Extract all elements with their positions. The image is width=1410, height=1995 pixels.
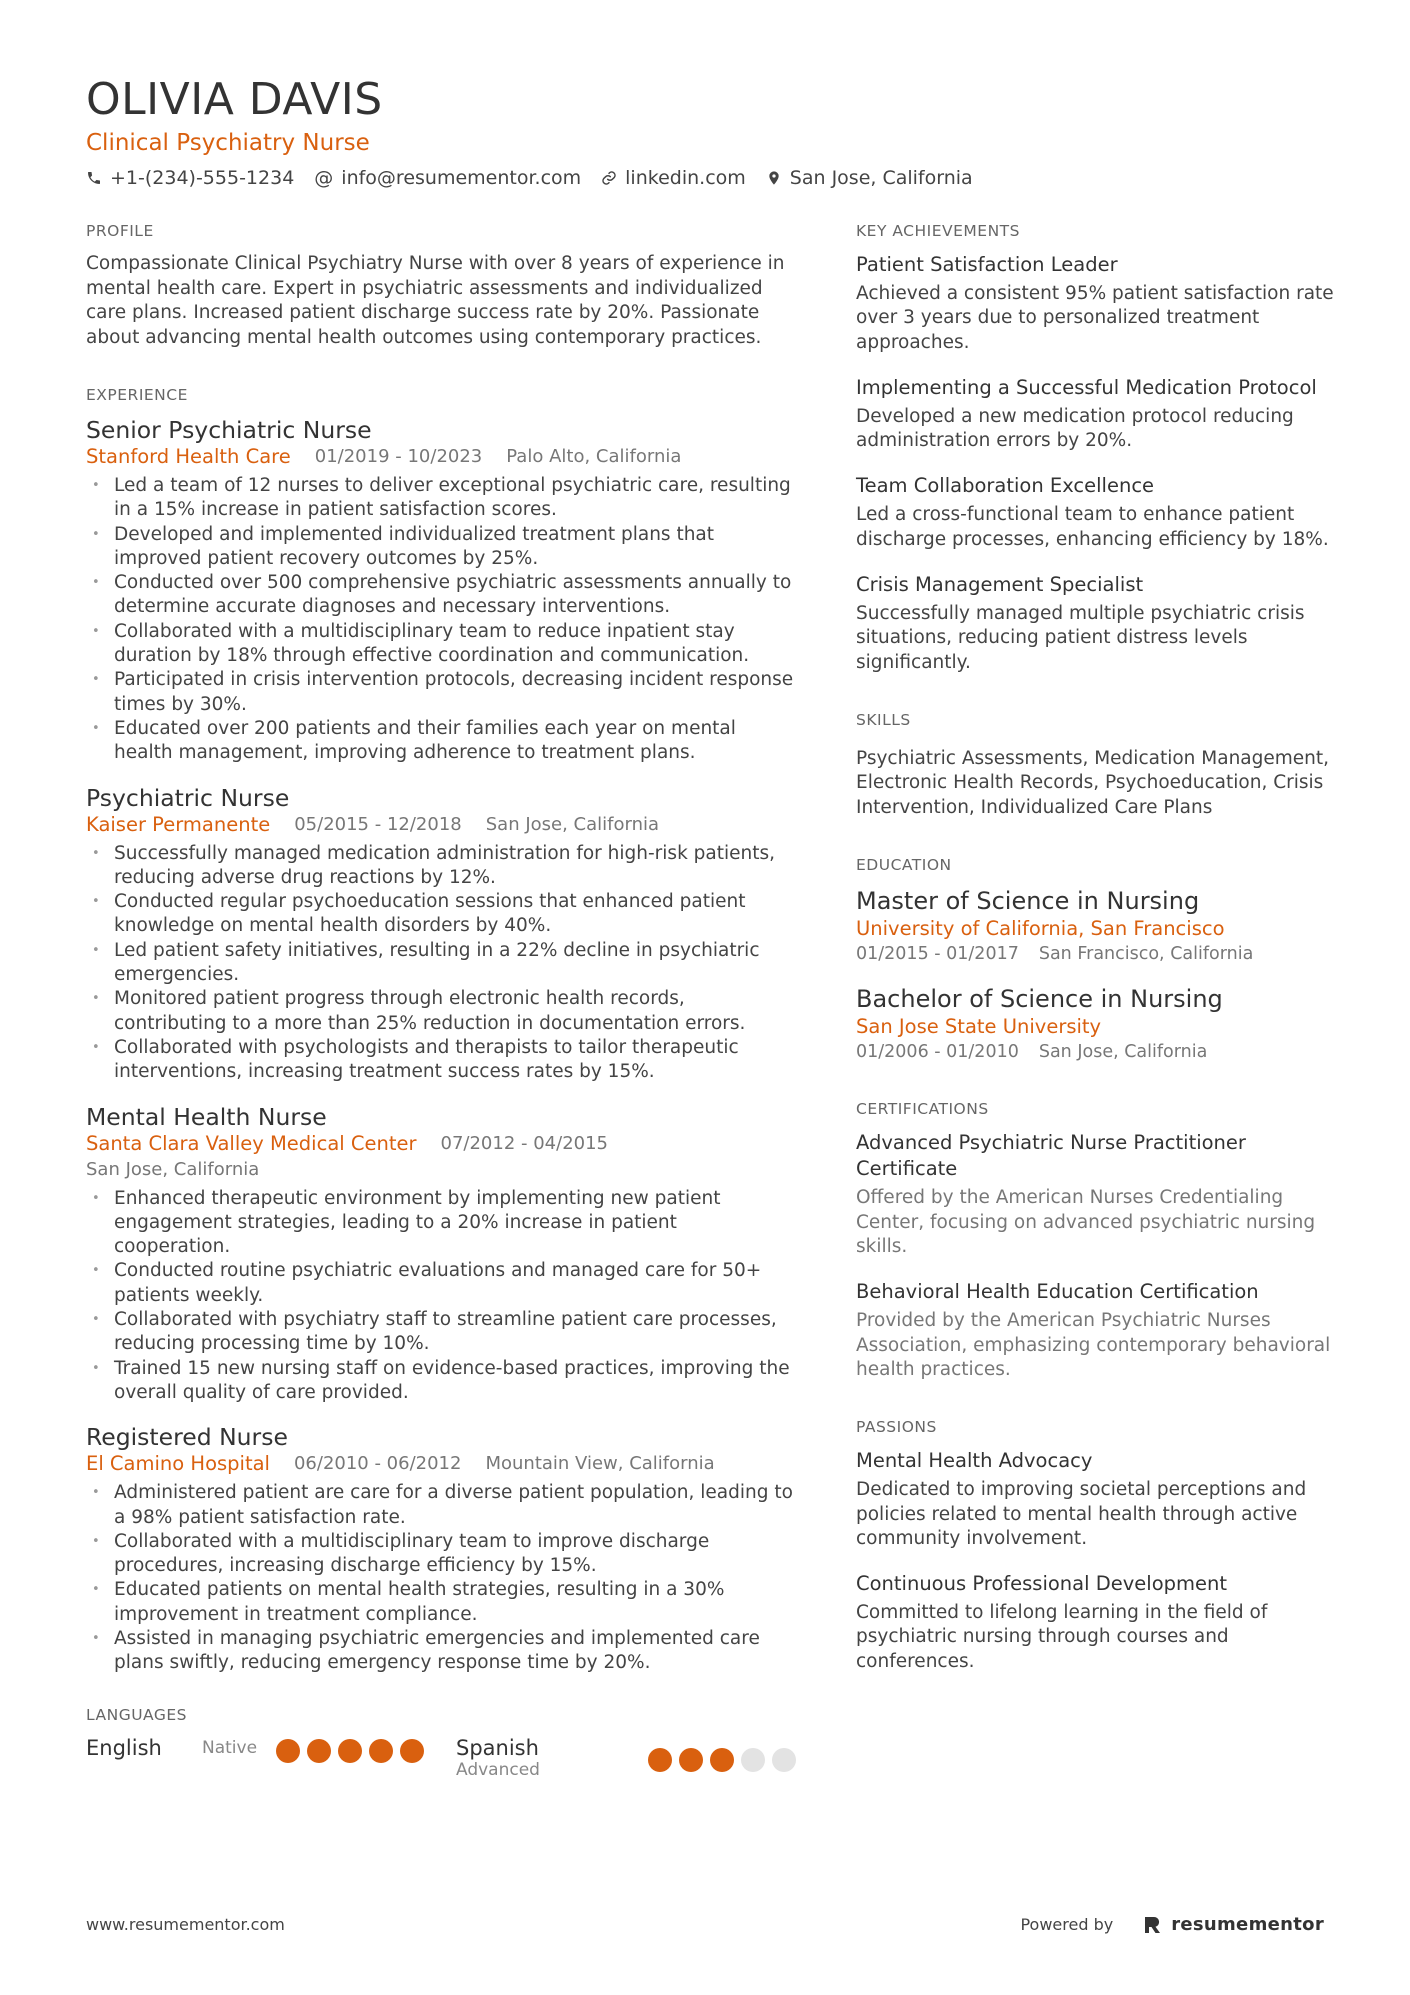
- achievement-desc: Successfully managed multiple psychiatric crisis situations, reducing patient distress levels significantly.: [856, 603, 1305, 673]
- rating-dot: [772, 1748, 796, 1772]
- skills-heading: SKILLS: [856, 710, 911, 729]
- job-meta: [86, 1451, 796, 1477]
- link-icon: [601, 170, 617, 186]
- job-entry: [86, 784, 796, 1085]
- language-item: [456, 1736, 796, 1780]
- education-meta: [856, 942, 1336, 966]
- job-bullet: • Collaborated with a multidisciplinary team to improve discharge procedures, increasing discharge efficiency by 15%.: [86, 1530, 796, 1579]
- contact-phone: [86, 167, 294, 189]
- resume-header: [86, 74, 1326, 189]
- certification-title: Behavioral Health Education Certification: [856, 1280, 1259, 1304]
- job-bullet: • Educated patients on mental health strategies, resulting in a 30% improvement in treatment compliance.: [86, 1578, 796, 1627]
- job-location: Mountain View, California: [485, 1453, 715, 1475]
- achievement-item: [856, 473, 1336, 552]
- achievement-desc: Achieved a consistent 95% patient satisfaction rate over 3 years due to personalized treatment approaches.: [856, 283, 1334, 353]
- job-bullet: • Collaborated with a multidisciplinary team to reduce inpatient stay duration by 18% through effective coordination and communication.: [86, 620, 796, 669]
- achievements-heading: KEY ACHIEVEMENTS: [856, 222, 1020, 240]
- brand-name: resumementor: [1171, 1914, 1324, 1935]
- education-item: [856, 886, 1336, 966]
- education-section: [856, 856, 1336, 1064]
- location-text: San Jose, California: [789, 166, 973, 189]
- job-title: Registered Nurse: [86, 1423, 288, 1452]
- passion-desc: Dedicated to improving societal perceptions and policies related to mental health through active community involvement.: [856, 1479, 1307, 1549]
- powered-by-text: Powered by: [1020, 1915, 1114, 1934]
- certification-item: [856, 1130, 1336, 1259]
- rating-dot: [679, 1748, 703, 1772]
- left-column: [86, 222, 796, 1816]
- job-title: Mental Health Nurse: [86, 1102, 327, 1131]
- job-bullet: • Conducted routine psychiatric evaluations and managed care for 50+ patients weekly.: [86, 1259, 796, 1308]
- linkedin-text: linkedin.com: [625, 166, 746, 189]
- job-bullet: • Collaborated with psychiatry staff to streamline patient care processes, reducing processing time by 10%.: [86, 1308, 796, 1357]
- job-bullet: • Collaborated with psychologists and therapists to tailor therapeutic interventions, increasing treatment success rates by 15%.: [86, 1036, 796, 1085]
- rating-dot: [648, 1748, 672, 1772]
- email-text: info@resumementor.com: [341, 166, 582, 189]
- education-meta: [856, 1040, 1336, 1064]
- achievement-title: Patient Satisfaction Leader: [856, 253, 1118, 276]
- page-footer: [86, 1914, 1324, 1935]
- profile-text: Compassionate Clinical Psychiatry Nurse with over 8 years of experience in mental health care. Expert in psychiatric assessments and individualized care plans. Increased patient discharge success rate by 20%. Passionate about advancing mental health outcomes using contemporary practices.: [86, 253, 785, 348]
- contact-row: [86, 167, 1326, 189]
- job-bullet: • Assisted in managing psychiatric emergencies and implemented care plans swiftly, reducing emergency response time by 20%.: [86, 1627, 796, 1676]
- job-bullet: • Conducted over 500 comprehensive psychiatric assessments annually to determine accurate diagnoses and necessary interventions.: [86, 571, 796, 620]
- job-bullets: [86, 1187, 796, 1406]
- profile-heading: PROFILE: [86, 222, 154, 240]
- education-location: San Jose, California: [1038, 1042, 1208, 1063]
- language-rating: [276, 1739, 424, 1763]
- language-rating: [648, 1748, 796, 1772]
- candidate-role: Clinical Psychiatry Nurse: [86, 129, 370, 156]
- job-bullet: • Educated over 200 patients and their families each year on mental health management, improving adherence to treatment plans.: [86, 717, 796, 766]
- rating-dot: [400, 1739, 424, 1763]
- achievement-title: Implementing a Successful Medication Protocol: [856, 375, 1317, 399]
- job-title: Psychiatric Nurse: [86, 783, 290, 812]
- job-company: El Camino Hospital: [86, 1452, 270, 1476]
- passion-title: Continuous Professional Development: [856, 1572, 1227, 1596]
- resumementor-logo-icon: [1143, 1915, 1161, 1935]
- job-dates: 05/2015 - 12/2018: [294, 813, 462, 835]
- job-company: Santa Clara Valley Medical Center: [86, 1131, 417, 1155]
- job-entry: [86, 1423, 796, 1675]
- phone-icon: [86, 170, 102, 186]
- job-company: Kaiser Permanente: [86, 812, 271, 836]
- job-bullet: • Monitored patient progress through electronic health records, contributing to a more than 25% reduction in documentation errors.: [86, 987, 796, 1036]
- education-degree: Master of Science in Nursing: [856, 887, 1200, 916]
- achievement-desc: Led a cross-functional team to enhance patient discharge processes, enhancing efficiency by 18%.: [856, 504, 1329, 550]
- job-bullet: • Enhanced therapeutic environment by implementing new patient engagement strategies, leading to a 20% increase in patient cooperation.: [86, 1187, 796, 1260]
- certification-desc: Offered by the American Nurses Credentialing Center, focusing on advanced psychiatric nursing skills.: [856, 1187, 1316, 1258]
- language-level: Native: [202, 1737, 258, 1758]
- achievement-item: [856, 572, 1336, 675]
- education-school: University of California, San Francisco: [856, 917, 1225, 941]
- candidate-name: OLIVIA DAVIS: [86, 74, 383, 125]
- language-level: Advanced: [456, 1759, 540, 1780]
- passion-item: [856, 1571, 1336, 1674]
- job-dates: 01/2019 - 10/2023: [314, 446, 483, 467]
- job-location: Palo Alto, California: [506, 446, 682, 467]
- right-column: [856, 222, 1336, 1710]
- job-meta: [86, 812, 796, 838]
- job-bullet: • Trained 15 new nursing staff on evidence-based practices, improving the overall quality of care provided.: [86, 1357, 796, 1406]
- job-bullet: • Successfully managed medication administration for high-risk patients, reducing adverse drug reactions by 12%.: [86, 842, 796, 891]
- languages-row: [86, 1736, 796, 1780]
- languages-section: [86, 1706, 796, 1780]
- language-name: Spanish: [456, 1735, 539, 1760]
- achievement-desc: Developed a new medication protocol reducing administration errors by 20%.: [856, 405, 1294, 452]
- job-bullet: • Participated in crisis intervention protocols, decreasing incident response times by 30%.: [86, 668, 796, 717]
- certification-title: Advanced Psychiatric Nurse Practitioner Certificate: [856, 1131, 1246, 1181]
- profile-section: [86, 222, 796, 350]
- education-location: San Francisco, California: [1038, 944, 1254, 965]
- phone-text: +1-(234)-555-1234: [110, 166, 295, 189]
- job-bullets: [86, 842, 796, 1085]
- rating-dot: [741, 1748, 765, 1772]
- job-meta: [86, 1131, 796, 1157]
- job-bullets: [86, 1481, 796, 1675]
- job-dates: 07/2012 - 04/2015: [440, 1132, 609, 1154]
- skills-text: Psychiatric Assessments, Medication Management, Electronic Health Records, Psychoeducation, Crisis Intervention, Individualized Care Plans: [856, 747, 1330, 818]
- footer-brand: [1020, 1914, 1324, 1935]
- languages-heading: LANGUAGES: [86, 1705, 188, 1724]
- passion-desc: Committed to lifelong learning in the field of psychiatric nursing through courses and conferences.: [856, 1602, 1268, 1672]
- job-entry: [86, 416, 796, 766]
- experience-section: [86, 386, 796, 1676]
- language-item: [86, 1736, 426, 1780]
- experience-heading: EXPERIENCE: [86, 386, 188, 404]
- skills-section: [856, 711, 1336, 821]
- language-name: English: [86, 1735, 162, 1760]
- job-bullets: [86, 474, 796, 766]
- language-label: [86, 1736, 276, 1760]
- contact-email[interactable]: [314, 167, 581, 189]
- certification-item: [856, 1279, 1336, 1382]
- location-pin-icon: [766, 170, 782, 186]
- education-school: San Jose State University: [856, 1015, 1102, 1039]
- achievement-title: Crisis Management Specialist: [856, 573, 1144, 597]
- passion-title: Mental Health Advocacy: [856, 1449, 1093, 1473]
- rating-dot: [276, 1739, 300, 1763]
- education-dates: 01/2015 - 01/2017: [856, 944, 1019, 965]
- education-heading: EDUCATION: [856, 856, 952, 875]
- job-entry: [86, 1103, 796, 1406]
- certification-desc: Provided by the American Psychiatric Nurses Association, emphasizing contemporary behavioral health practices.: [856, 1310, 1331, 1380]
- job-bullet: • Led a team of 12 nurses to deliver exceptional psychiatric care, resulting in a 15% increase in patient satisfaction scores.: [86, 474, 796, 523]
- job-meta: [86, 444, 796, 470]
- job-bullet: • Conducted regular psychoeducation sessions that enhanced patient knowledge on mental health disorders by 40%.: [86, 890, 796, 939]
- job-bullet: • Led patient safety initiatives, resulting in a 22% decline in psychiatric emergencies.: [86, 939, 796, 988]
- footer-website[interactable]: www.resumementor.com: [86, 1915, 285, 1934]
- language-label: [456, 1736, 540, 1780]
- achievement-item: [856, 375, 1336, 454]
- job-bullet: • Administered patient are care for a diverse patient population, leading to a 98% patient satisfaction rate.: [86, 1481, 796, 1530]
- job-location-line: [86, 1157, 796, 1183]
- job-dates: 06/2010 - 06/2012: [293, 1453, 462, 1475]
- at-icon: @: [314, 166, 334, 189]
- job-title: Senior Psychiatric Nurse: [86, 416, 372, 444]
- contact-linkedin[interactable]: [601, 167, 746, 189]
- rating-dot: [338, 1739, 362, 1763]
- rating-dot: [307, 1739, 331, 1763]
- job-location: San Jose, California: [86, 1158, 260, 1180]
- job-company: Stanford Health Care: [86, 445, 291, 468]
- education-degree: Bachelor of Science in Nursing: [856, 985, 1223, 1014]
- passion-item: [856, 1448, 1336, 1551]
- passions-heading: PASSIONS: [856, 1418, 937, 1437]
- education-dates: 01/2006 - 01/2010: [856, 1042, 1019, 1063]
- certifications-heading: CERTIFICATIONS: [856, 1100, 989, 1119]
- rating-dot: [710, 1748, 734, 1772]
- achievement-item: [856, 252, 1336, 355]
- achievements-section: [856, 222, 1336, 675]
- rating-dot: [369, 1739, 393, 1763]
- job-location: San Jose, California: [485, 813, 660, 835]
- contact-location: [766, 167, 973, 189]
- achievement-title: Team Collaboration Excellence: [856, 474, 1155, 498]
- passions-section: [856, 1418, 1336, 1674]
- certifications-section: [856, 1100, 1336, 1382]
- job-bullet: • Developed and implemented individualized treatment plans that improved patient recovery outcomes by 25%.: [86, 523, 796, 572]
- education-item: [856, 984, 1336, 1064]
